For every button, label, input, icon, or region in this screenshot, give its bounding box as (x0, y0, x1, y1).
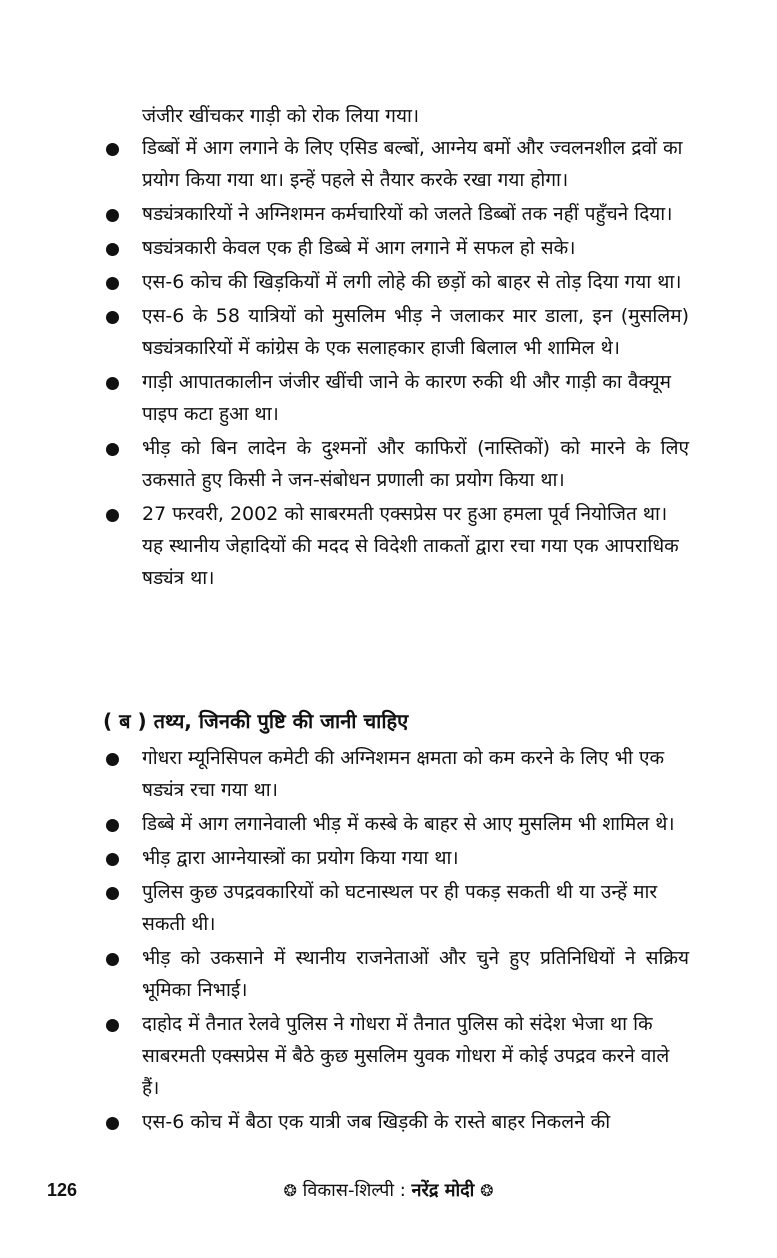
page-number: 126 (47, 1180, 78, 1200)
continuation-line: जंजीर खींचकर गाड़ी को रोक लिया गया। (142, 105, 420, 127)
bullet-icon (106, 311, 119, 324)
section-heading: ( ब ) तथ्य, जिनकी पुष्टि की जानी चाहिए (103, 709, 409, 733)
running-footer (0, 1178, 777, 1202)
list-item: पुलिस कुछ उपद्रवकारियों को घटनास्थल पर ही पकड़ सकती थी या उन्हें मार सकती थी। (0, 876, 777, 940)
list-item: भीड़ द्वारा आग्नेयास्त्रों का प्रयोग किया गया था। (0, 842, 777, 874)
list-item: एस-6 के 58 यात्रियों को मुसलिम भीड़ ने जलाकर मार डाला, इन (मुसलिम) षड्यंत्रकारियों में कांग्रेस के एक सलाहकार हाजी बिलाल भी शामिल थे। (0, 300, 777, 364)
bullet-icon (106, 887, 119, 900)
bullet-icon (106, 209, 119, 222)
bullet-icon (106, 277, 119, 290)
bullet-icon (106, 377, 119, 390)
bullet-icon (106, 953, 119, 966)
bullet-icon (106, 509, 119, 522)
bullet-icon (106, 143, 119, 156)
facts-list-b (0, 742, 777, 1140)
bullet-icon (106, 853, 119, 866)
list-item: 27 फरवरी, 2002 को साबरमती एक्सप्रेस पर हुआ हमला पूर्व नियोजित था। यह स्थानीय जेहादियों की मदद से विदेशी ताकतों द्वारा रचा गया एक आपराधिक षड्यंत्र था। (0, 498, 777, 594)
list-item: एस-6 कोच की खिड़कियों में लगी लोहे की छड़ों को बाहर से तोड़ दिया गया था। (0, 266, 777, 298)
bullet-icon (106, 443, 119, 456)
bullet-icon (106, 1019, 119, 1032)
ornament-icon: ❂ (283, 1181, 297, 1200)
ornament-icon: ❂ (480, 1181, 494, 1200)
facts-list-a (0, 132, 777, 596)
bullet-icon (106, 753, 119, 766)
list-item: गोधरा म्यूनिसिपल कमेटी की अग्निशमन क्षमता को कम करने के लिए भी एक षड्यंत्र रचा गया था। (0, 742, 777, 806)
list-item: भीड़ को बिन लादेन के दुश्मनों और काफिरों (नास्तिकों) को मारने के लिए उकसाते हुए किसी ने जन-संबोधन प्रणाली का प्रयोग किया था। (0, 432, 777, 496)
list-item: गाड़ी आपातकालीन जंजीर खींची जाने के कारण रुकी थी और गाड़ी का वैक्यूम पाइप कटा हुआ था। (0, 366, 777, 430)
list-item: भीड़ को उकसाने में स्थानीय राजनेताओं और चुने हुए प्रतिनिधियों ने सक्रिय भूमिका निभाई। (0, 942, 777, 1006)
list-item: एस-6 कोच में बैठा एक यात्री जब खिड़की के रास्ते बाहर निकलने की (0, 1106, 777, 1138)
bullet-icon (106, 819, 119, 832)
bullet-icon (106, 243, 119, 256)
list-item: दाहोद में तैनात रेलवे पुलिस ने गोधरा में तैनात पुलिस को संदेश भेजा था कि साबरमती एक्सप्रेस में बैठे कुछ मुसलिम युवक गोधरा में कोई उपद्रव करने वाले हैं। (0, 1008, 777, 1104)
list-item: षड्यंत्रकारी केवल एक ही डिब्बे में आग लगाने में सफल हो सके। (0, 232, 777, 264)
list-item: डिब्बों में आग लगाने के लिए एसिड बल्बों, आग्नेय बमों और ज्वलनशील द्रवों का प्रयोग किया गया था। इन्हें पहले से तैयार करके रखा गया होगा। (0, 132, 777, 196)
list-item: डिब्बे में आग लगानेवाली भीड़ में कस्बे के बाहर से आए मुसलिम भी शामिल थे। (0, 808, 777, 840)
bullet-icon (106, 1117, 119, 1130)
author-name: नरेंद्र मोदी (411, 1180, 475, 1201)
book-title: विकास-शिल्पी : (302, 1180, 406, 1201)
list-item: षड्यंत्रकारियों ने अग्निशमन कर्मचारियों को जलते डिब्बों तक नहीं पहुँचने दिया। (0, 198, 777, 230)
